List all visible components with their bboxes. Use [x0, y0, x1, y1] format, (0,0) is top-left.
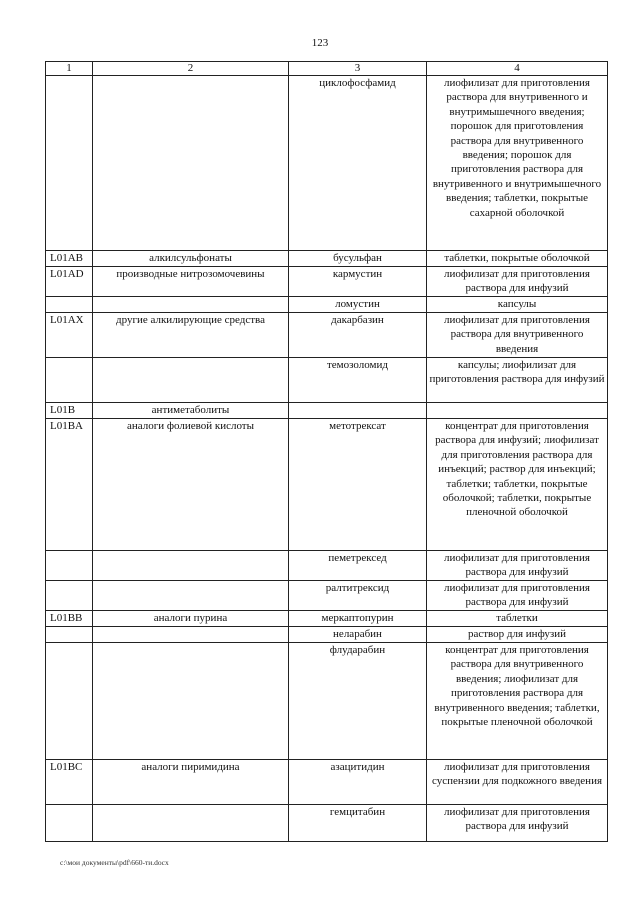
drug-cell: азацитидин — [289, 760, 427, 805]
group-cell — [93, 643, 289, 760]
table-row — [46, 358, 608, 403]
dosage-form-cell: таблетки, покрытые оболочкой — [427, 251, 608, 267]
atc-code-cell — [46, 805, 93, 842]
drug-cell: ломустин — [289, 297, 427, 313]
table-row — [46, 419, 608, 551]
group-cell: другие алкилирующие средства — [93, 313, 289, 358]
atc-code-cell: L01AB — [46, 251, 93, 267]
group-cell: антиметаболиты — [93, 403, 289, 419]
table-row — [46, 581, 608, 611]
dosage-form-cell: лиофилизат для приготовления раствора для внутривенного введения — [427, 313, 608, 358]
drug-cell: дакарбазин — [289, 313, 427, 358]
dosage-form-cell: капсулы; лиофилизат для приготовления раствора для инфузий — [427, 358, 608, 403]
dosage-form-cell — [427, 403, 608, 419]
dosage-form-cell: лиофилизат для приготовления раствора для инфузий — [427, 805, 608, 842]
group-cell: аналоги пурина — [93, 611, 289, 627]
drug-cell: неларабин — [289, 627, 427, 643]
drug-cell: ралтитрексид — [289, 581, 427, 611]
group-cell: алкилсульфонаты — [93, 251, 289, 267]
table-row — [46, 643, 608, 760]
drug-cell: темозоломид — [289, 358, 427, 403]
drug-cell: пеметрексед — [289, 551, 427, 581]
group-cell: аналоги пиримидина — [93, 760, 289, 805]
dosage-form-cell: таблетки — [427, 611, 608, 627]
table-row — [46, 297, 608, 313]
dosage-form-cell: концентрат для приготовления раствора для инфузий; лиофилизат для приготовления раствора для инъекций; раствор для инъекций; таблетки; таблетки, покрытые оболочкой; таблетки, покрытые пленочной оболочкой — [427, 419, 608, 551]
drug-cell: циклофосфамид — [289, 76, 427, 251]
header-cell: 4 — [427, 62, 608, 76]
dosage-form-cell: раствор для инфузий — [427, 627, 608, 643]
table-row — [46, 267, 608, 297]
page-number: 123 — [311, 37, 329, 49]
group-cell — [93, 551, 289, 581]
atc-code-cell: L01BA — [46, 419, 93, 551]
atc-code-cell: L01B — [46, 403, 93, 419]
drug-table — [45, 61, 608, 842]
table-row — [46, 805, 608, 842]
atc-code-cell — [46, 76, 93, 251]
drug-cell: гемцитабин — [289, 805, 427, 842]
header-cell: 3 — [289, 62, 427, 76]
atc-code-cell — [46, 581, 93, 611]
table-row — [46, 313, 608, 358]
group-cell — [93, 805, 289, 842]
table-row — [46, 403, 608, 419]
file-path-footer: c:\мои документы\pdf\660-ти.docx — [60, 858, 169, 867]
table-row — [46, 611, 608, 627]
atc-code-cell: L01AX — [46, 313, 93, 358]
group-cell: аналоги фолиевой кислоты — [93, 419, 289, 551]
drug-cell — [289, 403, 427, 419]
drug-cell: флударабин — [289, 643, 427, 760]
dosage-form-cell: концентрат для приготовления раствора для внутривенного введения; лиофилизат для приготовления раствора для внутривенного введения; таблетки, покрытые пленочной оболочкой — [427, 643, 608, 760]
group-cell — [93, 297, 289, 313]
header-cell: 2 — [93, 62, 289, 76]
drug-cell: кармустин — [289, 267, 427, 297]
group-cell — [93, 627, 289, 643]
drug-cell: меркаптопурин — [289, 611, 427, 627]
table-row — [46, 76, 608, 251]
dosage-form-cell: лиофилизат для приготовления суспензии для подкожного введения — [427, 760, 608, 805]
dosage-form-cell: лиофилизат для приготовления раствора для инфузий — [427, 581, 608, 611]
dosage-form-cell: лиофилизат для приготовления раствора для инфузий — [427, 551, 608, 581]
atc-code-cell — [46, 358, 93, 403]
atc-code-cell — [46, 643, 93, 760]
atc-code-cell: L01BB — [46, 611, 93, 627]
dosage-form-cell: капсулы — [427, 297, 608, 313]
table-row — [46, 251, 608, 267]
table-row — [46, 627, 608, 643]
atc-code-cell — [46, 551, 93, 581]
atc-code-cell — [46, 297, 93, 313]
header-cell: 1 — [46, 62, 93, 76]
group-cell: производные нитрозомочевины — [93, 267, 289, 297]
atc-code-cell: L01BC — [46, 760, 93, 805]
group-cell — [93, 358, 289, 403]
table-row — [46, 551, 608, 581]
dosage-form-cell: лиофилизат для приготовления раствора для внутривенного и внутримышечного введения; порошок для приготовления раствора для внутривенного введения; порошок для приготовления раствора для внутривенного и внутримышечного введения; таблетки, покрытые сахарной оболочкой — [427, 76, 608, 251]
atc-code-cell: L01AD — [46, 267, 93, 297]
atc-code-cell — [46, 627, 93, 643]
dosage-form-cell: лиофилизат для приготовления раствора для инфузий — [427, 267, 608, 297]
group-cell — [93, 76, 289, 251]
table-header-row — [46, 62, 608, 76]
table-row — [46, 760, 608, 805]
group-cell — [93, 581, 289, 611]
drug-cell: бусульфан — [289, 251, 427, 267]
drug-cell: метотрексат — [289, 419, 427, 551]
